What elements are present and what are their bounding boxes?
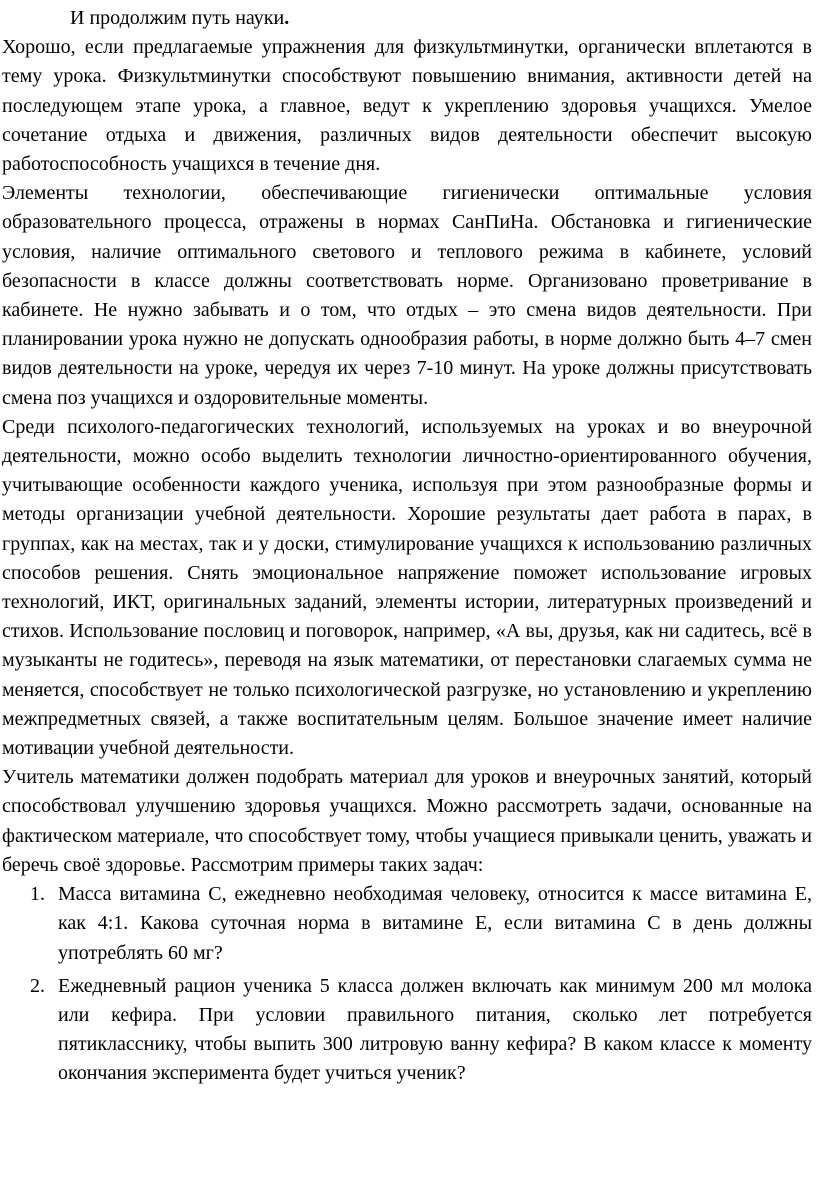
task-item — [2, 880, 812, 968]
paragraph-psychological-technologies: Среди психолого-педагогических технологий, используемых на уроках и во внеурочной деятельности, можно особо выделить технологии личностно-ориентированного обучения, учитывающие особенности каждого ученика, используя при этом разнообразные формы и методы организации учебной деятельности. Хорошие результаты дает работа в парах, в группах, как на местах, так и у доски, стимулирование учащихся к использованию различных способов решения. Снять эмоциональное напряжение поможет использование игровых технологий, ИКТ, оригинальных заданий, элементы истории, литературных произведений и стихов. Использование пословиц и поговорок, например, «А вы, друзья, как ни садитесь, всё в музыканты не годитесь», переводя на язык математики, от перестановки слагаемых сумма не меняется, способствует не только психологической разгрузке, но установлению и укреплению межпредметных связей, а также воспитательным целям. Большое значение имеет наличие мотивации учебной деятельности. — [2, 415, 812, 760]
task-number: 2. — [30, 974, 45, 997]
paragraph-physical-breaks: Хорошо, если предлагаемые упражнения для физкультминутки, органически вплетаются в тему урока. Физкультминутки способствуют повышению внимания, активности детей на последующем этапе урока, а главное, ведут к укреплению здоровья учащихся. Умелое сочетание отдыха и движения, различных видов деятельности обеспечит высокую работоспособность учащихся в течение дня. — [2, 36, 812, 176]
task-text: Масса витамина С, ежедневно необходимая человеку, относится к массе витамина Е, как 4:1. Какова суточная норма в витамине Е, если витамина С в день должны употреблять 60 мг? — [58, 883, 812, 964]
task-list — [2, 880, 812, 1088]
heading-text: И продолжим путь науки — [70, 7, 285, 29]
task-item — [2, 972, 812, 1089]
heading-period: . — [284, 7, 290, 29]
paragraph-math-teacher: Учитель математики должен подобрать материал для уроков и внеурочных занятий, который способствовал улучшению здоровья учащихся. Можно рассмотреть задачи, основанные на фактическом материале, что способствует тому, чтобы учащиеся привыкали ценить, уважать и беречь своё здоровье. Рассмотрим примеры таких задач: — [2, 766, 812, 876]
task-text: Ежедневный рацион ученика 5 класса должен включать как минимум 200 мл молока или кефира. При условии правильного питания, сколько лет потребуется пятикласснику, чтобы выпить 300 литровую ванну кефира? В каком классе к моменту окончания эксперимента будет учиться ученик? — [58, 974, 812, 1085]
section-heading — [2, 4, 812, 33]
task-number: 1. — [30, 883, 45, 906]
paragraph-hygiene-conditions: Элементы технологии, обеспечивающие гигиенически оптимальные условия образовательного процесса, отражены в нормах СанПиНа. Обстановка и гигиенические условия, наличие оптимального светового и теплового режима в кабинете, условий безопасности в классе должны соответствовать норме. Организовано проветривание в кабинете. Не нужно забывать и о том, что отдых – это смена видов деятельности. При планировании урока нужно не допускать однообразия работы, в норме должно быть 4–7 смен видов деятельности на уроке, чередуя их через 7-10 минут. На уроке должны присутствовать смена поз учащихся и оздоровительные моменты. — [2, 182, 812, 409]
